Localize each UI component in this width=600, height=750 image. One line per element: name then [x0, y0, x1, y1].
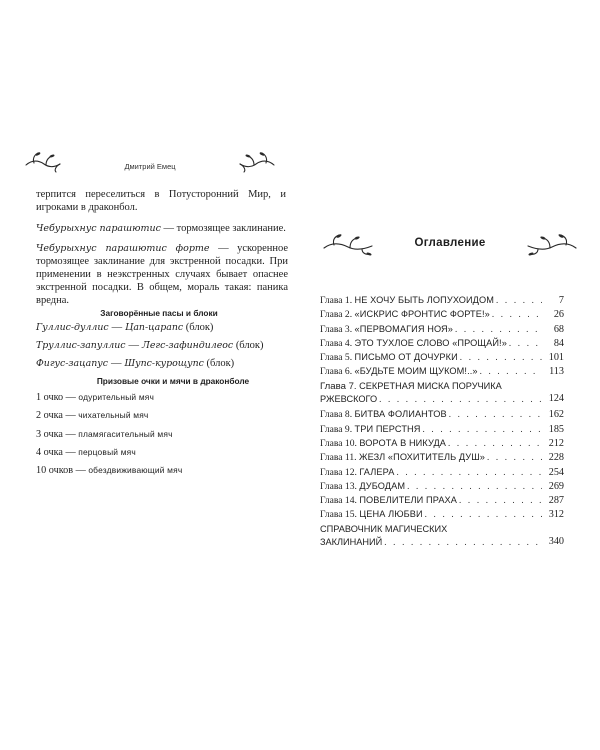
- list-item: [36, 447, 286, 465]
- toc-entry[interactable]: [320, 322, 564, 336]
- toc-flourish-right: [522, 232, 578, 258]
- points-dash: —: [65, 446, 76, 458]
- section-title-passes: Заговорённые пасы и блоки: [100, 308, 218, 318]
- page-number: 228: [548, 452, 564, 464]
- definition-2-term: Чебурыхнус парашютис форте: [36, 243, 210, 254]
- points-value: 10 очков: [36, 465, 74, 477]
- points-dash: —: [75, 465, 86, 477]
- section-title-points: Призовые очки и мячи в драконболе: [96, 376, 250, 386]
- dot-leader: [455, 322, 542, 336]
- chapter-title: ЦЕНА ЛЮБВИ: [359, 509, 423, 520]
- chapter-title: СЕКРЕТНАЯ МИСКА ПОРУЧИКА: [359, 380, 502, 391]
- dot-leader: [425, 507, 542, 521]
- chapter-number: Глава 7.: [320, 380, 357, 392]
- ball-name: перцовый мяч: [78, 446, 136, 457]
- toc-title: Оглавление: [414, 237, 486, 249]
- chapter-title: ВОРОТА В НИКУДА: [359, 437, 447, 448]
- page-number: 212: [548, 437, 564, 449]
- chapter-number: Глава 3.: [320, 323, 353, 335]
- pass-line: [36, 340, 263, 351]
- toc-entry[interactable]: [320, 507, 564, 521]
- toc-entry[interactable]: [320, 479, 564, 493]
- definition-2-text: ускоренное тормозящее заклинание для экстренной посадки. При применении в неэкстренных случаях бывает опаснее экстренной посадки. В общем, мораль такая: паника вредна.: [36, 243, 289, 306]
- points-dash: —: [65, 428, 76, 440]
- chapter-title: «БУДЬТЕ МОИМ ЩУКОМ!..»: [354, 366, 478, 377]
- toc-entry[interactable]: [320, 450, 564, 464]
- list-item: [36, 465, 286, 483]
- page-number: 7: [558, 295, 564, 306]
- points-value: 3 очка: [36, 428, 63, 440]
- pass-line: [36, 358, 234, 369]
- running-head: Дмитрий Емец: [124, 162, 176, 171]
- page-number: 162: [548, 409, 564, 421]
- block-spell: Легс-зафиндилеос: [142, 340, 234, 351]
- page-number: 68: [553, 323, 564, 335]
- toc-entry[interactable]: [320, 407, 564, 421]
- chapter-title: ТРИ ПЕРСТНЯ: [354, 423, 421, 434]
- dot-leader: [396, 465, 542, 479]
- chapter-title: ГАЛЕРА: [359, 466, 395, 477]
- points-value: 1 очко: [36, 392, 64, 403]
- chapter-title: ПОВЕЛИТЕЛИ ПРАХА: [359, 495, 458, 506]
- dot-leader: [379, 392, 542, 406]
- toc-entry[interactable]: [320, 465, 564, 479]
- page-number: 101: [548, 352, 564, 364]
- dot-leader: [480, 364, 542, 378]
- chapter-number: Глава 5.: [320, 352, 353, 364]
- chapter-number: Глава 11.: [320, 452, 357, 464]
- block-spell: Цап-царапс: [125, 322, 184, 333]
- ball-name: чихательный мяч: [78, 410, 149, 421]
- dot-leader: [423, 422, 542, 436]
- chapter-title: «ИСКРИС ФРОНТИС ФОРТЕ!»: [354, 309, 490, 320]
- toc-entry[interactable]: [320, 350, 564, 364]
- toc-entry[interactable]: [320, 522, 564, 551]
- chapter-number: Глава 10.: [320, 437, 357, 449]
- definition-2: [36, 242, 288, 307]
- pass-spell: Гуллис-дуллис: [36, 322, 109, 333]
- toc-entry[interactable]: [320, 422, 564, 436]
- chapter-title: ЖЕЗЛ «ПОХИТИТЕЛЬ ДУШ»: [358, 452, 485, 463]
- page-number: 340: [548, 536, 564, 548]
- points-value: 4 очка: [36, 446, 63, 458]
- page-number: 269: [548, 480, 564, 492]
- dot-leader: [448, 436, 542, 450]
- page-number: 287: [548, 495, 564, 507]
- chapter-title: «ПЕРВОМАГИЯ НОЯ»: [354, 323, 453, 334]
- points-value: 2 очка: [36, 410, 63, 422]
- dot-leader: [460, 350, 542, 364]
- page-number: 84: [553, 337, 564, 349]
- ball-name: одурительный мяч: [78, 392, 155, 402]
- dot-leader: [407, 479, 542, 493]
- definition-2-dash: —: [218, 243, 229, 254]
- toc-entry[interactable]: [320, 379, 564, 408]
- page-number: 254: [548, 466, 564, 478]
- pass-line: [36, 322, 213, 333]
- dot-leader: [509, 336, 542, 350]
- toc-entry[interactable]: [320, 493, 564, 507]
- chapter-number: Глава 13.: [320, 480, 357, 492]
- dot-leader: [492, 307, 542, 321]
- ball-name: обездвиживающий мяч: [88, 465, 183, 476]
- block-note: (блок): [235, 340, 264, 351]
- chapter-number: Глава 2.: [320, 309, 353, 321]
- intro-paragraph: терпится переселиться в Потусторонний Мир, и игроками в драконбол.: [36, 189, 286, 213]
- dot-leader: [496, 293, 542, 307]
- points-list: [36, 392, 286, 483]
- block-spell: Шупс-курощупс: [124, 358, 204, 369]
- toc-entry[interactable]: [320, 307, 564, 321]
- list-item: [36, 410, 286, 428]
- list-item: [36, 392, 286, 410]
- toc-entry[interactable]: [320, 336, 564, 350]
- chapter-number: Глава 8.: [320, 409, 353, 421]
- chapter-number: Глава 15.: [320, 509, 357, 521]
- chapter-number: Глава 1.: [320, 295, 353, 306]
- pass-dash: —: [111, 322, 123, 333]
- toc-entry[interactable]: [320, 436, 564, 450]
- chapter-title: НЕ ХОЧУ БЫТЬ ЛОПУХОИДОМ: [354, 295, 495, 305]
- chapter-number: Глава 14.: [320, 495, 357, 507]
- chapter-title: ЭТО ТУХЛОЕ СЛОВО «ПРОЩАЙ!»: [354, 337, 507, 348]
- toc-entry[interactable]: [320, 364, 564, 378]
- points-dash: —: [65, 410, 76, 422]
- dot-leader: [384, 535, 542, 549]
- table-of-contents: [320, 293, 564, 550]
- definition-1-term: Чебурыхнус парашютис: [36, 223, 161, 234]
- right-page: [300, 0, 600, 750]
- chapter-title: БИТВА ФОЛИАНТОВ: [354, 409, 447, 420]
- chapter-title: ДУБОДАМ: [359, 480, 406, 491]
- chapter-title: ПИСЬМО ОТ ДОЧУРКИ: [354, 352, 458, 363]
- flourish-icon: [522, 232, 578, 258]
- toc-entry[interactable]: [320, 293, 564, 307]
- chapter-number: Глава 4.: [320, 337, 353, 349]
- dot-leader: [487, 450, 542, 464]
- definition-1-text: тормозящее заклинание.: [176, 223, 286, 234]
- appendix-title-second-line: ЗАКЛИНАНИЙ: [320, 537, 383, 548]
- dot-leader: [449, 407, 542, 421]
- page-number: 185: [548, 423, 564, 435]
- pass-dash: —: [128, 340, 139, 351]
- page-number: 26: [553, 309, 564, 321]
- ball-name: пламягасительный мяч: [78, 428, 173, 439]
- chapter-number: Глава 9.: [320, 423, 353, 435]
- block-note: (блок): [206, 358, 235, 369]
- chapter-title-first-line: [320, 379, 502, 394]
- chapter-number: Глава 12.: [320, 466, 357, 478]
- pass-spell: Фигус-зацапус: [36, 358, 108, 369]
- list-item: [36, 429, 286, 447]
- block-note: (блок): [185, 322, 214, 333]
- page-number: 312: [548, 509, 564, 521]
- dot-leader: [459, 493, 542, 507]
- chapter-number: Глава 6.: [320, 366, 353, 378]
- page-number: 124: [548, 393, 564, 405]
- chapter-title-second-line: РЖЕВСКОГО: [320, 394, 378, 405]
- appendix-title-first-line: СПРАВОЧНИК МАГИЧЕСКИХ: [320, 523, 448, 534]
- points-dash: —: [65, 392, 76, 403]
- pass-dash: —: [110, 358, 122, 369]
- page-number: 113: [549, 366, 564, 378]
- definition-1-dash: —: [163, 223, 175, 234]
- pass-spell: Труллис-запуллис: [36, 340, 126, 351]
- definition-1: [36, 222, 288, 235]
